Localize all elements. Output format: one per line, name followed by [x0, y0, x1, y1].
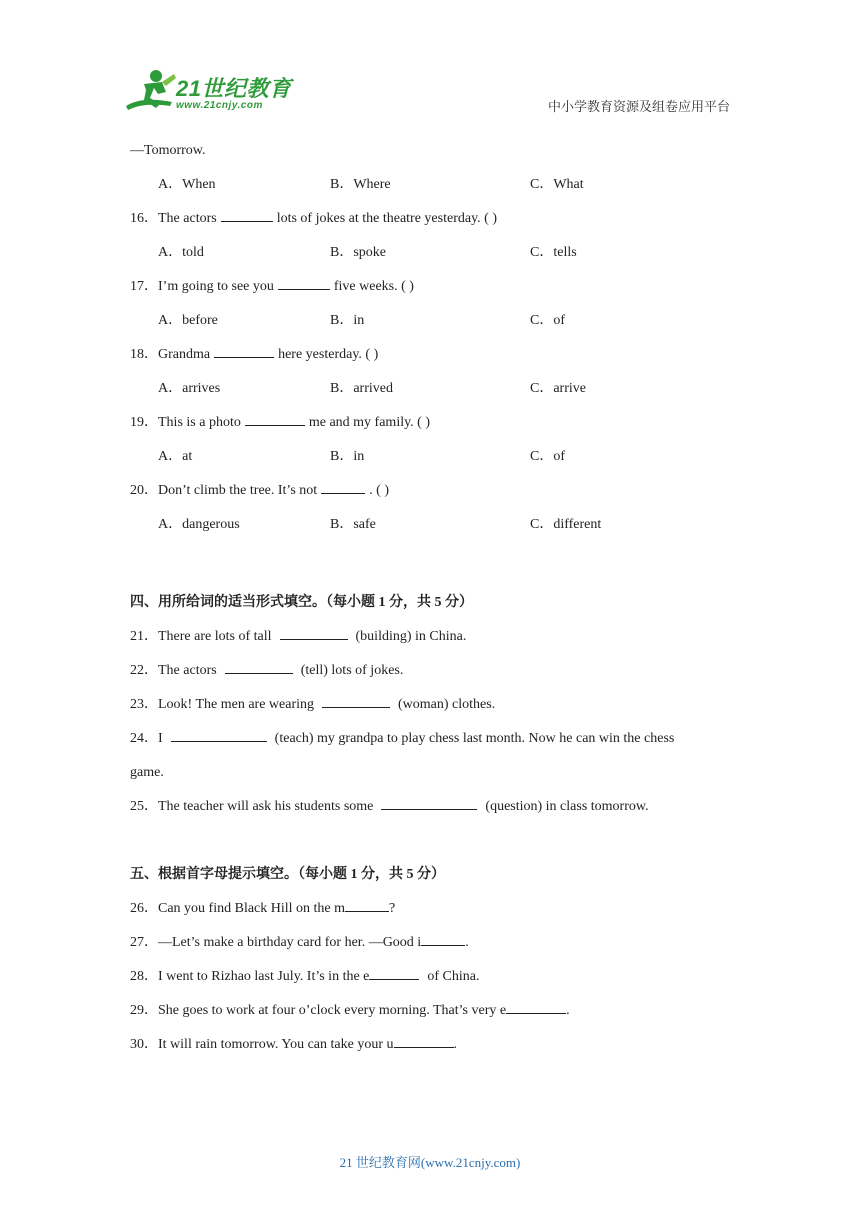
question-16: 16．The actors lots of jokes at the theatre yesterday. ( ) — [130, 202, 730, 236]
question-27: 27．—Let’s make a birthday card for her. —Good i . — [130, 926, 730, 960]
question-21: 21．There are lots of tall (building) in China. — [130, 620, 730, 654]
answer-blank — [225, 659, 293, 674]
option-c: C．What — [530, 177, 584, 192]
answer-blank — [369, 965, 419, 980]
option-a: A．dangerous — [158, 517, 240, 532]
platform-tagline: 中小学教育资源及组卷应用平台 — [547, 99, 730, 114]
answer-blank — [278, 275, 330, 290]
question-17: 17．I’m going to see you five weeks. ( ) — [130, 270, 730, 304]
option-b: B．arrived — [330, 381, 393, 396]
answer-blank — [421, 931, 465, 946]
spacer — [130, 542, 730, 586]
q15-answer-line: —Tomorrow. — [130, 143, 206, 158]
answer-blank — [381, 795, 477, 810]
question-26: 26．Can you find Black Hill on the m ? — [130, 892, 730, 926]
section-4-title: 四、用所给词的适当形式填空。（每小题 1 分，共 5 分） — [130, 595, 473, 610]
q20-options — [130, 508, 730, 542]
question-22: 22．The actors (tell) lots of jokes. — [130, 654, 730, 688]
option-a: A．at — [158, 449, 193, 464]
q18-options — [130, 372, 730, 406]
option-a: A．arrives — [158, 381, 221, 396]
logo-url: www.21cnjy.com — [176, 100, 263, 111]
option-b: B．Where — [330, 177, 391, 192]
option-b: B．in — [330, 449, 365, 464]
option-c: C．tells — [530, 245, 577, 260]
option-a: A．When — [158, 177, 216, 192]
question-20: 20．Don’t climb the tree. It’s not . ( ) — [130, 474, 730, 508]
answer-blank — [322, 693, 390, 708]
option-b: B．safe — [330, 517, 376, 532]
option-c: C．arrive — [530, 381, 586, 396]
q17-options — [130, 304, 730, 338]
question-24: 24．I (teach) my grandpa to play chess last month. Now he can win the chess — [130, 722, 730, 756]
q15-options — [130, 168, 730, 202]
option-c: C．of — [530, 313, 565, 328]
question-30: 30．It will rain tomorrow. You can take your u . — [130, 1028, 730, 1062]
answer-blank — [506, 999, 566, 1014]
answer-blank — [345, 897, 389, 912]
section-5-title: 五、根据首字母提示填空。（每小题 1 分，共 5 分） — [130, 867, 445, 882]
option-b: B．spoke — [330, 245, 386, 260]
q19-options — [130, 440, 730, 474]
option-b: B．in — [330, 313, 365, 328]
option-a: A．before — [158, 313, 218, 328]
question-24-continued: game. — [130, 765, 164, 780]
answer-blank — [214, 343, 274, 358]
answer-blank — [171, 727, 267, 742]
exam-content — [130, 134, 730, 1062]
logo-text: 21世纪教育 — [176, 76, 292, 101]
answer-blank — [280, 625, 348, 640]
question-29: 29．She goes to work at four o’clock every morning. That’s very e . — [130, 994, 730, 1028]
spacer — [130, 824, 730, 858]
question-28: 28．I went to Rizhao last July. It’s in the e of China. — [130, 960, 730, 994]
question-25: 25．The teacher will ask his students some (question) in class tomorrow. — [130, 790, 730, 824]
answer-blank — [245, 411, 305, 426]
q16-options — [130, 236, 730, 270]
option-c: C．of — [530, 449, 565, 464]
page-footer: 21 世纪教育网(www.21cnjy.com) — [339, 1155, 521, 1170]
option-a: A．told — [158, 245, 204, 260]
answer-blank — [394, 1033, 454, 1048]
question-23: 23．Look! The men are wearing (woman) clothes. — [130, 688, 730, 722]
option-c: C．different — [530, 517, 602, 532]
question-18: 18．Grandma here yesterday. ( ) — [130, 338, 730, 372]
question-19: 19．This is a photo me and my family. ( ) — [130, 406, 730, 440]
page-header — [0, 0, 860, 125]
answer-blank — [221, 207, 273, 222]
answer-blank — [321, 479, 365, 494]
